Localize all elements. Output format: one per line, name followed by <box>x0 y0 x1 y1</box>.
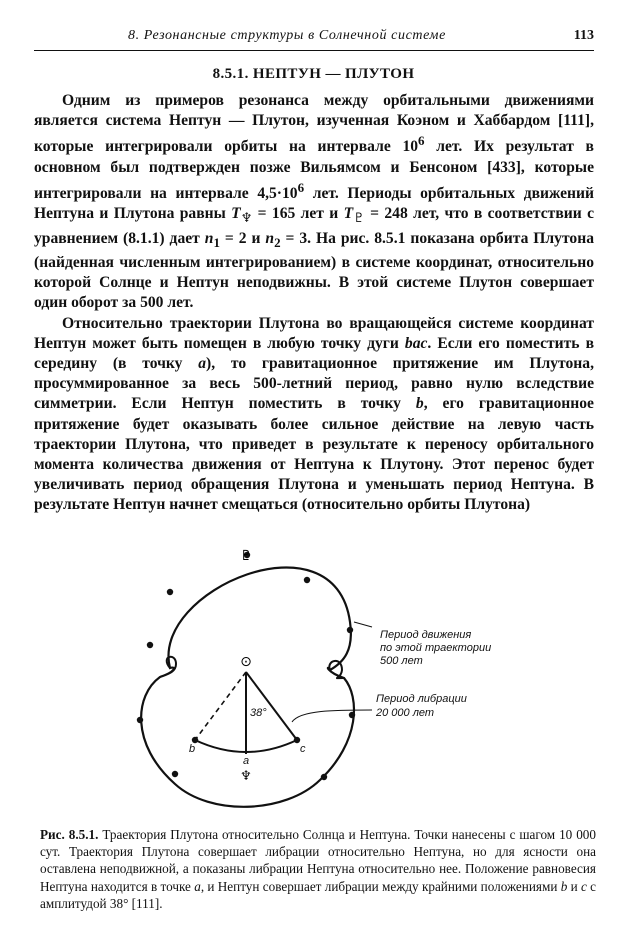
trajectory-point <box>321 774 327 780</box>
caption-var: b <box>560 878 568 894</box>
caption-text: Траектория Плутона относительно Солнца и Нептуна. Точки нанесены с шагом 10 000 сут. Траектория Плутона совершает либрации относительно Нептуна, но для ясности она оставлена неподвижной, а показаны либрации Нептуна относительно нее. Положение равновесия Нептуна находится в точке <box>40 827 596 894</box>
orbit-period-label-3: 500 лет <box>380 655 423 667</box>
orbit-leader-line <box>354 622 372 627</box>
section-title: 8.5.1. НЕПТУН — ПЛУТОН <box>212 66 415 82</box>
trajectory-point <box>167 589 173 595</box>
caption-text: и <box>567 878 581 894</box>
figure-caption <box>40 826 596 912</box>
math-var: b <box>415 395 424 413</box>
neptune-subscript: ♆ <box>240 210 253 226</box>
math-var: n <box>204 229 214 247</box>
math-var: T <box>231 205 241 223</box>
math-var: bac <box>404 334 428 352</box>
header-rule <box>34 50 594 51</box>
libration-period-label-2: 20 000 лет <box>376 707 435 719</box>
text-run: = 165 лет и <box>252 205 344 223</box>
exponent: 6 <box>297 180 305 195</box>
text-run: лет. Периоды орбитальных движений Нептуна и Плутона равны <box>34 185 594 223</box>
line-b <box>195 672 246 740</box>
caption-text: , и Нептун совершает либрации между крайними положениями <box>200 878 561 894</box>
trajectory-point <box>172 771 178 777</box>
running-title: 8. Резонансные структуры в Солнечной системе <box>128 28 446 43</box>
libration-leader-line <box>292 710 372 722</box>
running-header <box>34 28 594 50</box>
orbit-period-label-2: по этой траектории <box>380 642 492 654</box>
math-var: a <box>198 355 207 373</box>
angle-label: 38° <box>250 707 267 719</box>
sun-symbol: ⊙ <box>240 654 252 670</box>
paragraph-2 <box>34 314 594 516</box>
text-run: , его гравитационное притяжение будет оказывать более сильное действие на левую часть траектории Плутона, что приведет в результате к переносу орбитального момента количества движения от Нептуна к Плутону. Этот перенос будет увеличивать период обращения Плутона и уменьшать период Нептуна. В результате Нептун начнет смещаться (относительно орбиты Плутона) <box>34 395 594 514</box>
subscript: 2 <box>274 234 281 250</box>
text-run: ), то гравитационное притяжение им Плутона, просуммированное за весь 500-летний период, равно нулю вследствие симметрии. Если Нептун поместить в точку <box>34 355 594 413</box>
text-run: Одним из примеров резонанса между орбитальными движениями является система Нептун — Плутон, изученная Коэном и Хаббардом [111], которые интегрировали орбиты на интервале 10 <box>34 92 594 156</box>
text-run: Относительно траектории Плутона во вращающейся системе координат Нептун может быть помещен в любую точку дуги <box>34 314 594 352</box>
math-var: T <box>343 205 354 223</box>
trajectory-point <box>304 577 310 583</box>
caption-var: c <box>580 878 587 894</box>
caption-lead: Рис. 8.5.1. <box>40 827 99 842</box>
text-run: = 2 и <box>219 229 266 247</box>
subscript: 1 <box>213 234 220 250</box>
neptune-symbol: ♆ <box>240 769 252 784</box>
pluto-symbol: ♇ <box>239 548 253 564</box>
orbit-period-label-1: Период движения <box>380 629 472 641</box>
caption-text: с амплитудой 38° [111]. <box>40 878 596 911</box>
pluto-subscript: ♇ <box>353 210 365 226</box>
page-number: 113 <box>573 28 594 43</box>
point-c-label: c <box>300 743 306 755</box>
point-a-label: a <box>243 755 250 767</box>
libration-period-label-1: Период либрации <box>376 693 467 705</box>
caption-var: a <box>194 878 201 894</box>
point-b-label: b <box>189 743 196 755</box>
body-text <box>34 91 594 516</box>
text-run: = 248 лет, что в соответствии с уравнением (8.1.1) дает <box>34 205 594 247</box>
trajectory-point <box>147 642 153 648</box>
math-var: n <box>265 229 275 247</box>
exponent: 6 <box>418 133 425 149</box>
text-run: лет. Их результат в основном был подтвержден позже Вильямсом и Бенсоном [433], которые интегрировали на интервале 4,5·10 <box>34 138 594 203</box>
trajectory-point <box>349 712 355 718</box>
line-c <box>246 672 297 740</box>
trajectory-point <box>137 717 143 723</box>
paragraph-1 <box>34 91 594 314</box>
text-run: . Если его поместить в середину (в точку <box>34 334 594 373</box>
text-run: = 3. На рис. 8.5.1 показана орбита Плутона (найденная численным интегрированием) в системе координат, относительно которой Солнце и Нептун неподвижны. В этой системе Плутон совершает один оборот за 500 лет. <box>34 229 595 312</box>
trajectory-point <box>347 627 353 633</box>
pluto-orbit-figure <box>0 532 627 824</box>
